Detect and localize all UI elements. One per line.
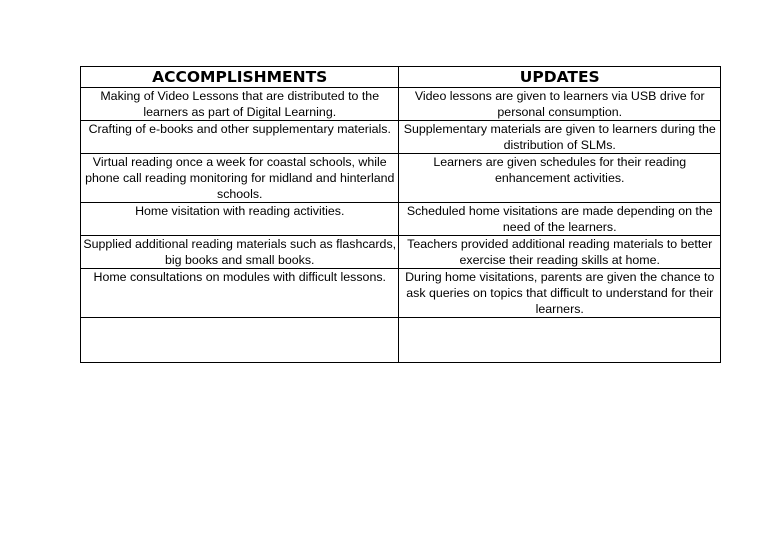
table-row	[81, 269, 721, 318]
update-cell: Learners are given schedules for their reading enhancement activities.	[399, 154, 721, 203]
update-cell: Supplementary materials are given to learners during the distribution of SLMs.	[399, 121, 721, 154]
header-updates: UPDATES	[399, 67, 721, 88]
accomplishment-cell: Crafting of e-books and other supplementary materials.	[81, 121, 399, 154]
table-row	[81, 154, 721, 203]
header-accomplishments: ACCOMPLISHMENTS	[81, 67, 399, 88]
accomplishment-cell: Home visitation with reading activities.	[81, 203, 399, 236]
table-row	[81, 203, 721, 236]
update-cell: Video lessons are given to learners via USB drive for personal consumption.	[399, 88, 721, 121]
update-cell: During home visitations, parents are given the chance to ask queries on topics that difficult to understand for their learners.	[399, 269, 721, 318]
table-header-row	[81, 67, 721, 88]
accomplishment-cell	[81, 318, 399, 363]
accomplishments-updates-table	[80, 66, 721, 363]
table-row	[81, 121, 721, 154]
update-cell: Scheduled home visitations are made depending on the need of the learners.	[399, 203, 721, 236]
accomplishment-cell: Home consultations on modules with difficult lessons.	[81, 269, 399, 318]
update-cell	[399, 318, 721, 363]
table-row	[81, 88, 721, 121]
table-row-empty	[81, 318, 721, 363]
accomplishment-cell: Making of Video Lessons that are distributed to the learners as part of Digital Learning.	[81, 88, 399, 121]
table-row	[81, 236, 721, 269]
accomplishment-cell: Virtual reading once a week for coastal schools, while phone call reading monitoring for midland and hinterland schools.	[81, 154, 399, 203]
update-cell: Teachers provided additional reading materials to better exercise their reading skills at home.	[399, 236, 721, 269]
accomplishment-cell: Supplied additional reading materials such as flashcards, big books and small books.	[81, 236, 399, 269]
